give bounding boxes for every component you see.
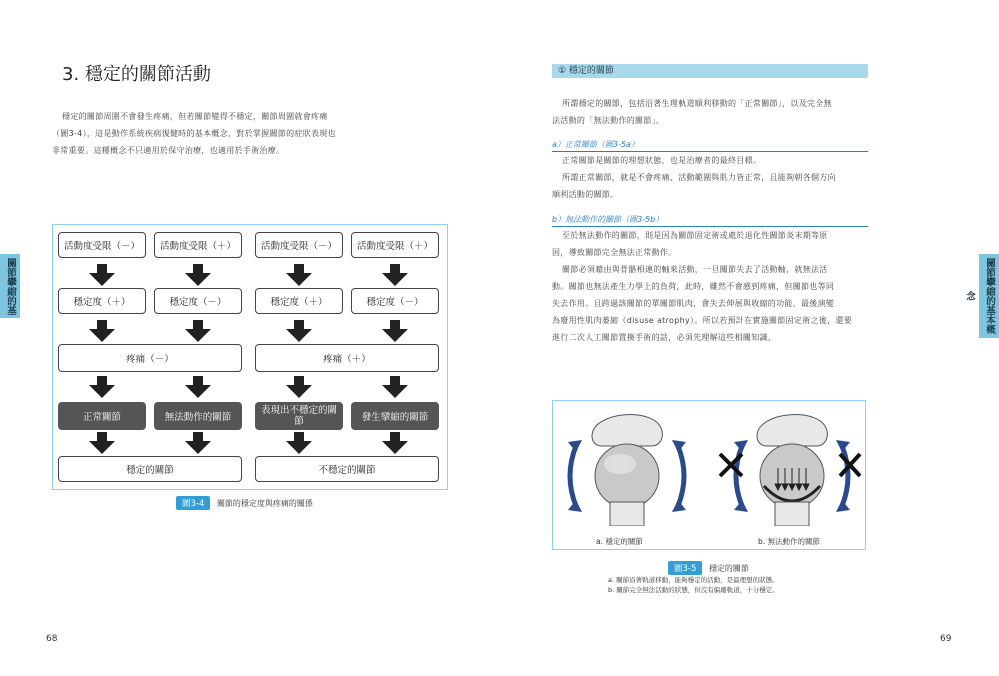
a-line-1: 正常關節是關節的理想狀態，也是治療者的最終目標。 xyxy=(562,156,762,165)
b-line-5: 失去作用。且跨過該關節的單關節肌肉，會失去伸展與收縮的功能，最後演變 xyxy=(552,299,835,308)
stable-joint-illustration xyxy=(562,406,692,526)
down-arrow-icon xyxy=(185,320,211,342)
subheading-b: b）無法動作的關節（圖3-5b） xyxy=(552,213,868,227)
flow-box-r5-c1: 穩定的關節 xyxy=(58,456,242,482)
flow-box-r3-c2: 疼痛（＋） xyxy=(255,344,439,372)
figure-caption-left xyxy=(176,496,313,510)
flow-box-r2-c4: 穩定度（－） xyxy=(351,288,439,314)
intro-line-1: 所謂穩定的關節，包括沿著生理軌道順利移動的「正常關節」，以及完全無 xyxy=(562,99,832,108)
flow-box-r1-c2: 活動度受限（＋） xyxy=(154,232,242,258)
down-arrow-icon xyxy=(382,432,408,454)
section-title: 3. 穩定的關節活動 xyxy=(62,64,211,85)
flow-box-r2-c1: 穩定度（＋） xyxy=(58,288,146,314)
right-intro xyxy=(552,95,872,129)
intro-line-2: 法活動的「無法動作的關節」。 xyxy=(552,116,665,125)
flow-box-r2-c2: 穩定度（－） xyxy=(154,288,242,314)
down-arrow-icon xyxy=(286,376,312,398)
flow-box-r1-c4: 活動度受限（＋） xyxy=(351,232,439,258)
figure-label: 圖3-4 xyxy=(176,496,210,510)
flow-box-r4-c3: 表現出不穩定的關節 xyxy=(255,402,343,430)
side-tab-right: 關節攣縮的基本概念 xyxy=(979,254,999,338)
diagram-label-a: a. 穩定的關節 xyxy=(596,537,643,546)
section-heading-bar: ① 穩定的關節 xyxy=(552,64,868,78)
side-tab-left: 關節攣縮的基 xyxy=(0,254,20,318)
figure-caption-right-text: 穩定的關節 xyxy=(708,564,749,573)
b-line-3: 關節必須藉由與骨骼相連的軸來活動，一旦關節失去了活動軸，就無法活 xyxy=(562,265,828,274)
b-line-6: 為廢用性肌肉萎縮（disuse atrophy）。所以若預計在實施關節固定術之後，還要 xyxy=(552,316,852,325)
down-arrow-icon xyxy=(382,320,408,342)
flow-box-r1-c3: 活動度受限（－） xyxy=(255,232,343,258)
down-arrow-icon xyxy=(89,264,115,286)
a-line-2: 所謂正常關節，就是不會疼痛、活動範圍與肌力皆正常，且能夠朝各個方向 xyxy=(562,173,836,182)
flow-box-r4-c2: 無法動作的關節 xyxy=(154,402,242,430)
down-arrow-icon xyxy=(185,376,211,398)
flow-box-r4-c4: 發生攣縮的關節 xyxy=(351,402,439,430)
intro-paragraph xyxy=(52,108,432,159)
down-arrow-icon xyxy=(89,432,115,454)
diagram-label-b: b. 無法動作的關節 xyxy=(758,537,821,546)
page-number-left: 68 xyxy=(46,634,58,644)
immobile-joint-illustration xyxy=(712,406,862,526)
figure-label-right: 圖3-5 xyxy=(668,561,702,575)
caption-note-a: a. 關節沿著軌道移動，能夠穩定的活動，是最理想的狀態。 xyxy=(608,576,779,584)
figure-caption-text: 關節的穩定度與疼痛的關係 xyxy=(216,499,313,508)
down-arrow-icon xyxy=(382,264,408,286)
down-arrow-icon xyxy=(89,320,115,342)
flow-box-r5-c2: 不穩定的關節 xyxy=(255,456,439,482)
section-b-text xyxy=(552,227,872,346)
down-arrow-icon xyxy=(185,432,211,454)
down-arrow-icon xyxy=(286,432,312,454)
paragraph-line-2: （圖3-4），這是動作系統疾病復健時的基本概念，對於掌握關節的症狀表現也 xyxy=(52,129,336,138)
section-a-text xyxy=(552,152,872,203)
down-arrow-icon xyxy=(286,264,312,286)
flow-box-r1-c1: 活動度受限（－） xyxy=(58,232,146,258)
b-line-4: 動。關節也無法產生力學上的負荷，此時，雖然不會感到疼痛，但關節也等同 xyxy=(552,282,835,291)
page-number-right: 69 xyxy=(940,634,952,644)
flow-box-r4-c1: 正常關節 xyxy=(58,402,146,430)
subheading-a: a）正常關節（圖3-5a） xyxy=(552,138,868,152)
b-line-2: 因，導致關節完全無法正常動作。 xyxy=(552,248,677,257)
caption-note-b: b. 關節完全無法活動的狀態，但沒有偏離軌道，十分穩定。 xyxy=(608,586,779,594)
down-arrow-icon xyxy=(382,376,408,398)
down-arrow-icon xyxy=(185,264,211,286)
down-arrow-icon xyxy=(286,320,312,342)
figure-caption-right xyxy=(668,561,749,575)
b-line-7: 進行二次人工關節置換手術的話，必須先理解這些相關知識。 xyxy=(552,333,777,342)
flow-box-r2-c3: 穩定度（＋） xyxy=(255,288,343,314)
down-arrow-icon xyxy=(89,376,115,398)
flow-box-r3-c1: 疼痛（－） xyxy=(58,344,242,372)
paragraph-line-1: 穩定的關節周圍不會發生疼痛，但若關節變得不穩定，關節周圍就會疼痛 xyxy=(62,112,328,121)
b-line-1: 至於無法動作的關節，則是因為關節固定術或處於退化性關節炎末期等原 xyxy=(562,231,828,240)
a-line-3: 順利活動的關節。 xyxy=(552,190,619,199)
caption-notes xyxy=(608,575,848,595)
paragraph-line-3: 非常重要。這種概念不只適用於保守治療，也適用於手術治療。 xyxy=(52,146,285,155)
